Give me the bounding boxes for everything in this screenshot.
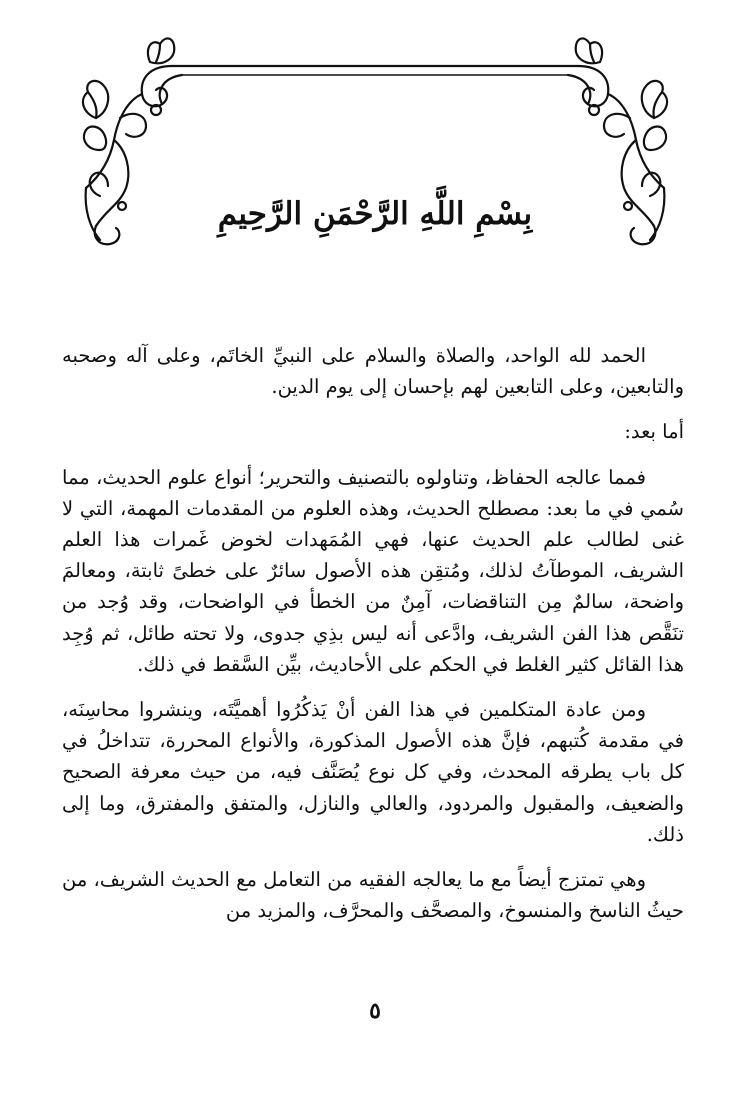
main-text (62, 340, 684, 940)
paragraph-amma-bad: أما بعد: (624, 420, 684, 444)
paragraph-importance: ومن عادة المتكلمين في هذا الفن أنْ يَذكُرُوا أهميَّتَه، وينشروا محاسِنَه، في مقدمة كُتبهم، فإنَّ هذه الأصول المذكورة، والأنواع المحررة، تتداخلُ في كل باب يطرقه المحدث، وفي كل نوع يُصَنَّف فيه، من حيث معرفة الصحيح والضعيف، والمقبول والمردود، والعالي والنازل، والمتفق والمفترق، وما إلى ذلك. (62, 698, 684, 846)
basmala-heading: بِسْمِ اللَّهِ الرَّحْمَنِ الرَّحِيمِ (217, 196, 533, 232)
paragraph-fiqh: وهي تمتزج أيضاً مع ما يعالجه الفقيه من التعامل مع الحديث الشريف، من حيثُ الناسخ والمنسوخ، والمصحَّف والمحرَّف، والمزيد من (62, 868, 684, 923)
decorative-header-frame (0, 0, 750, 280)
paragraph-hadith-sciences: فمما عالجه الحفاظ، وتناولوه بالتصنيف والتحرير؛ أنواع علوم الحديث، مما سُمي في ما بعد: مصطلح الحديث، وهذه العلوم من المقدمات المهمة، التي لا غنى لطالب علم الحديث عنها، فهي المُمَهدات لخوض غَمرات هذا العلم الشريف، الموطآتُ لذلك، ومُتقِن هذه الأصول سائرٌ على خطىً ثابتة، ومعالمَ واضحة، سالمٌ مِن التناقضات، آمِنٌ من الخطأ في الواضحات، وقد وُجد من تنَقَّص هذا الفن الشريف، وادَّعى أنه ليس بذِي جدوى، ولا تحته طائل، ثم وُجِد هذا القائل كثير الغلط في الحكم على الأحاديث، بيِّن السَّقط في ذلك. (62, 465, 684, 676)
page-number: ٥ (369, 998, 381, 1024)
paragraph-opening: الحمد لله الواحد، والصلاة والسلام على النبيِّ الخاتَم، وعلى آله وصحبه والتابعين، وعلى التابعين لهم بإحسان إلى يوم الدين. (62, 344, 684, 399)
